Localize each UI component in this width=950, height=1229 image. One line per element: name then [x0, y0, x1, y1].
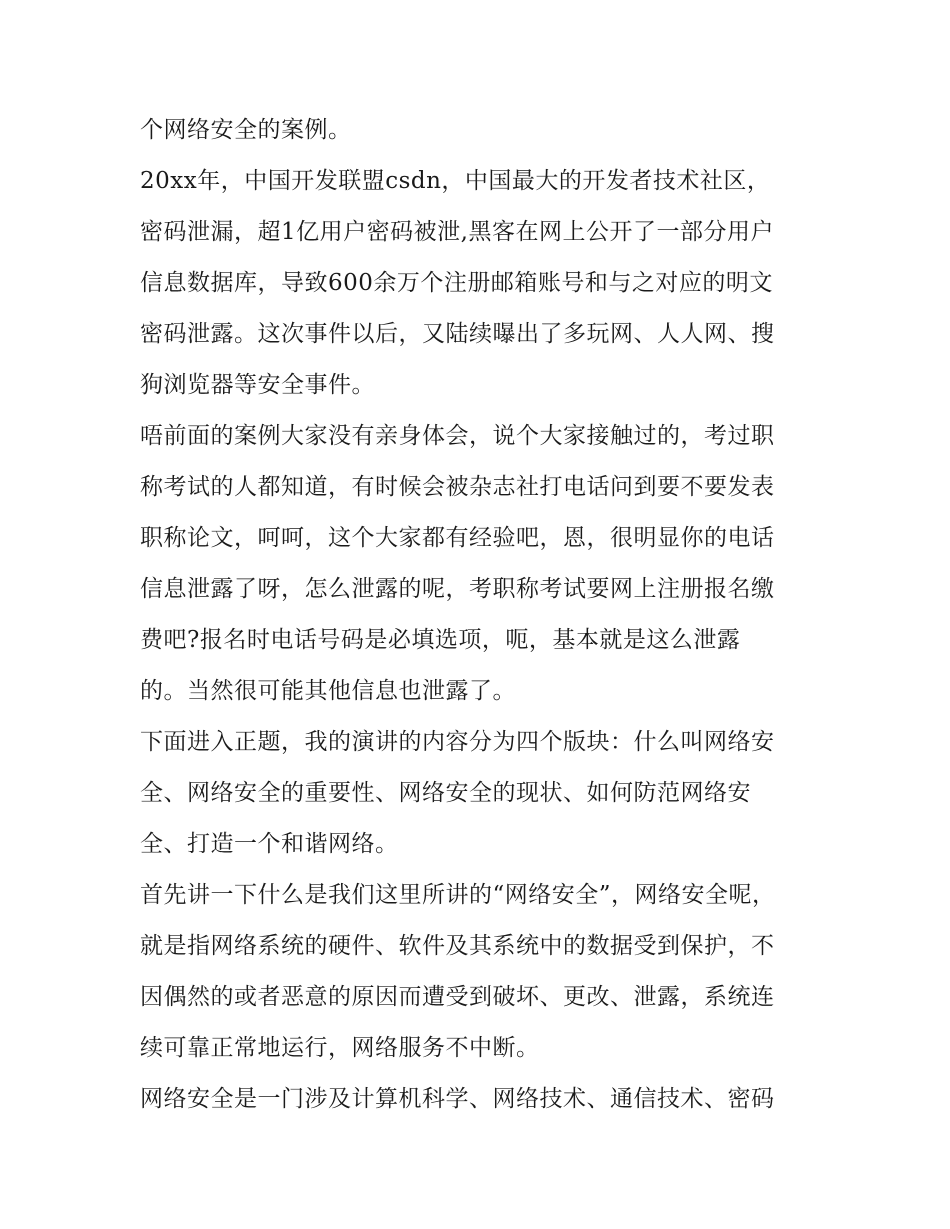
text-line: 狗浏览器等安全事件。 [140, 372, 375, 398]
text-line: 密码泄漏，超1亿用户密码被泄,黑客在网上公开了一部分用户 [140, 219, 774, 245]
text-line: 首先讲一下什么是我们这里所讲的“网络安全”，网络安全呢， [140, 882, 776, 908]
text-line: 的。当然很可能其他信息也泄露了。 [140, 678, 516, 704]
text-line: 职称论文，呵呵，这个大家都有经验吧，恩，很明显你的电话 [140, 525, 775, 551]
text-line: 费吧?报名时电话号码是必填选项，呃，基本就是这么泄露 [140, 627, 741, 653]
text-line: 信息泄露了呀，怎么泄露的呢，考职称考试要网上注册报名缴 [140, 576, 775, 602]
text-line: 唔前面的案例大家没有亲身体会，说个大家接触过的，考过职 [140, 423, 775, 449]
text-line: 个网络安全的案例。 [140, 117, 352, 143]
text-line: 续可靠正常地运行，网络服务不中断。 [140, 1035, 540, 1061]
text-line: 因偶然的或者恶意的原因而遭受到破坏、更改、泄露，系统连 [140, 984, 775, 1010]
text-line: 信息数据库，导致600余万个注册邮箱账号和与之对应的明文 [140, 270, 773, 296]
text-line: 就是指网络系统的硬件、软件及其系统中的数据受到保护，不 [140, 933, 775, 959]
text-line: 网络安全是一门涉及计算机科学、网络技术、通信技术、密码 [140, 1086, 775, 1112]
text-line: 全、打造一个和谐网络。 [140, 831, 399, 857]
document-body [140, 105, 820, 1125]
text-line: 称考试的人都知道，有时候会被杂志社打电话问到要不要发表 [140, 474, 775, 500]
text-line: 下面进入正题，我的演讲的内容分为四个版块：什么叫网络安 [140, 729, 775, 755]
text-line: 全、网络安全的重要性、网络安全的现状、如何防范网络安 [140, 780, 751, 806]
text-line: 20xx年，中国开发联盟csdn，中国最大的开发者技术社区， [140, 168, 771, 194]
text-line: 密码泄露。这次事件以后，又陆续曝出了多玩网、人人网、搜 [140, 321, 775, 347]
